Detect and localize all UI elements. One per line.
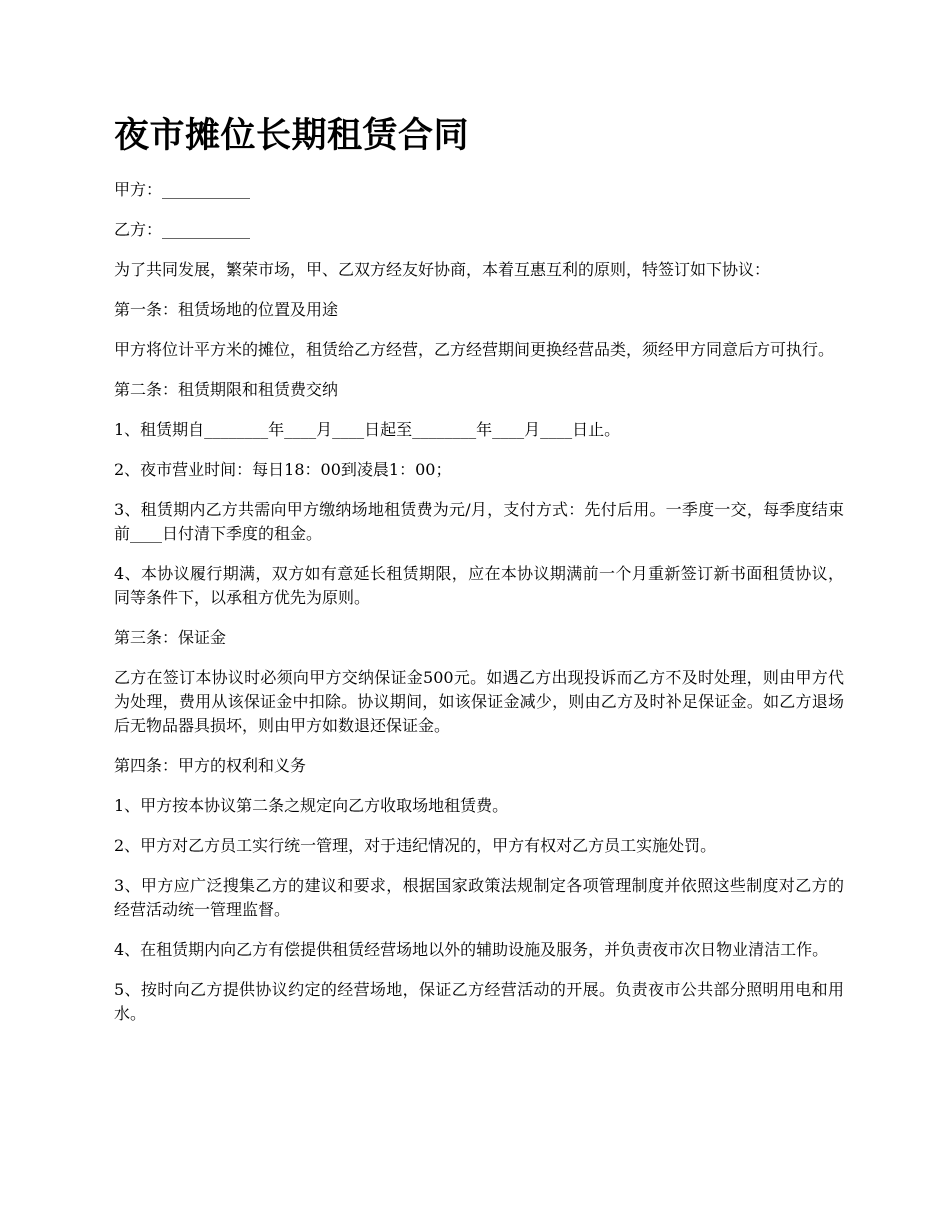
article-1-text: 甲方将位计平方米的摊位，租赁给乙方经营，乙方经营期间更换经营品类，须经甲方同意后方可执行。 — [114, 340, 835, 359]
article-3-text: 乙方在签订本协议时必须向甲方交纳保证金500元。如遇乙方出现投诉而乙方不及时处理，则由甲方代为处理，费用从该保证金中扣除。协议期间，如该保证金减少，则由乙方及时补足保证金。如乙方退场后无物品器具损坏，则由甲方如数退还保证金。 — [114, 668, 844, 735]
article-4-heading: 第四条：甲方的权利和义务 — [114, 756, 307, 775]
party-b-line: 乙方：___________ — [114, 220, 251, 239]
article-4-item-2: 2、甲方对乙方员工实行统一管理，对于违纪情况的，甲方有权对乙方员工实施处罚。 — [114, 836, 717, 855]
article-4-item-4: 4、在租赁期内向乙方有偿提供租赁经营场地以外的辅助设施及服务，并负责夜市次日物业清洁工作。 — [114, 940, 829, 959]
document-title: 夜市摊位长期租赁合同 — [114, 116, 470, 156]
article-4-item-1: 1、甲方按本协议第二条之规定向乙方收取场地租赁费。 — [114, 796, 509, 815]
article-2-heading: 第二条：租赁期限和租赁费交纳 — [114, 380, 339, 399]
preamble: 为了共同发展，繁荣市场，甲、乙双方经友好协商，本着互惠互利的原则，特签订如下协议： — [114, 260, 771, 279]
article-2-item-1: 1、租赁期自________年____月____日起至________年____月____日止。 — [114, 420, 621, 439]
article-1-heading: 第一条：租赁场地的位置及用途 — [114, 300, 339, 319]
article-2-item-3: 3、租赁期内乙方共需向甲方缴纳场地租赁费为元/月，支付方式：先付后用。一季度一交，每季度结束前____日付清下季度的租金。 — [114, 500, 844, 543]
article-4-item-3: 3、甲方应广泛搜集乙方的建议和要求，根据国家政策法规制定各项管理制度并依照这些制度对乙方的经营活动统一管理监督。 — [114, 876, 844, 919]
party-a-line: 甲方：___________ — [114, 180, 251, 199]
article-2-item-4: 4、本协议履行期满，双方如有意延长租赁期限，应在本协议期满前一个月重新签订新书面租赁协议，同等条件下，以承租方优先为原则。 — [114, 564, 844, 607]
article-4-item-5: 5、按时向乙方提供协议约定的经营场地，保证乙方经营活动的开展。负责夜市公共部分照明用电和用水。 — [114, 980, 844, 1023]
article-3-heading: 第三条：保证金 — [114, 628, 227, 647]
document-page — [114, 108, 844, 1042]
article-2-item-2: 2、夜市营业时间：每日18：00到凌晨1：00； — [114, 460, 452, 479]
